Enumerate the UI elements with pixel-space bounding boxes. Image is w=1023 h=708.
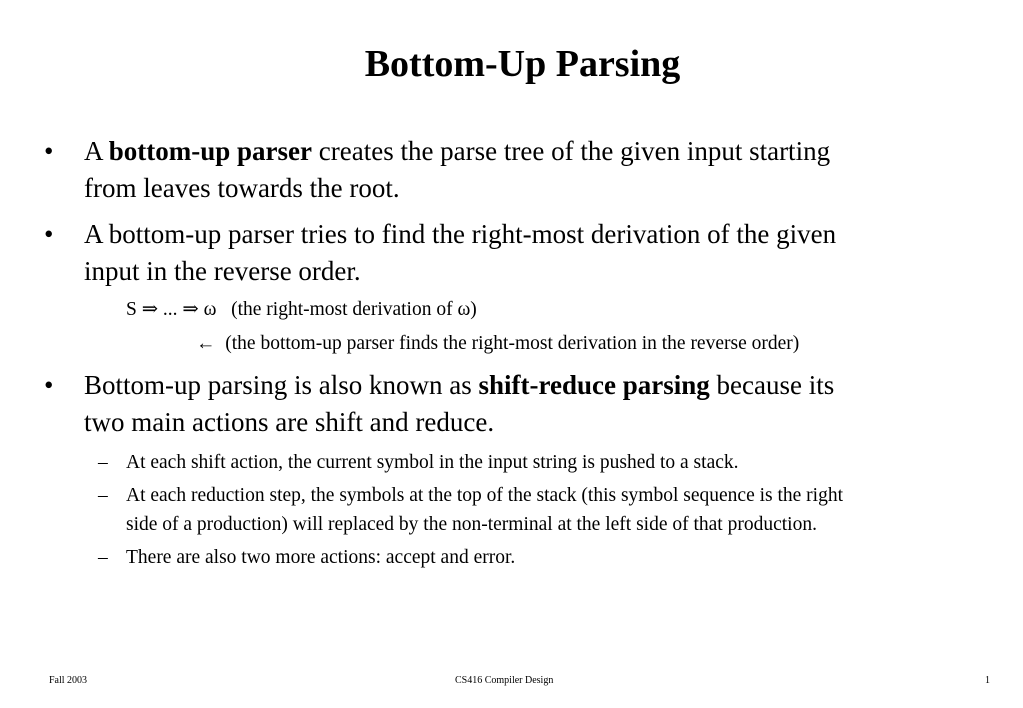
bullet-line xyxy=(84,133,984,170)
bullet-item-shift-reduce xyxy=(44,367,984,441)
footer-course: CS416 Compiler Design xyxy=(455,675,554,686)
footer-page-number: 1 xyxy=(985,675,990,686)
sub-item-accept-error xyxy=(98,543,1006,572)
dash-marker: – xyxy=(98,485,108,506)
sub-item-line: At each reduction step, the symbols at the top of the stack (this symbol sequence is the right xyxy=(126,485,844,506)
slide-title: Bottom-Up Parsing xyxy=(364,43,681,85)
bullet-line xyxy=(84,367,984,404)
dash-marker: – xyxy=(98,547,108,568)
bullet-text: because its xyxy=(709,370,835,400)
sub-item-line: There are also two more actions: accept and error. xyxy=(126,547,516,568)
bullet-text: Bottom-up parsing is also known as xyxy=(84,370,479,400)
bullet-line: A bottom-up parser tries to find the right-most derivation of the given xyxy=(84,219,837,249)
bullet-line: input in the reverse order. xyxy=(84,256,361,286)
sub-item-reduction-step xyxy=(98,481,1006,539)
sub-item-line: At each shift action, the current symbol in the input string is pushed to a stack. xyxy=(126,452,739,473)
bold-term: shift-reduce parsing xyxy=(478,370,710,400)
bullet-text: creates the parse tree of the given input starting xyxy=(312,136,831,166)
sub-item-line: side of a production) will replaced by the non-terminal at the left side of that production. xyxy=(126,514,817,535)
dash-marker: – xyxy=(98,452,108,473)
bullet-line: from leaves towards the root. xyxy=(84,173,400,203)
reverse-derivation-line: ← (the bottom-up parser finds the right-most derivation in the reverse order) xyxy=(196,333,800,354)
bold-term: bottom-up parser xyxy=(108,136,313,166)
derivation-line: S ⇒ ... ⇒ ω (the right-most derivation of ω) xyxy=(126,299,477,320)
bullet-item-right-most-derivation xyxy=(44,216,984,290)
bullet-text: A xyxy=(84,136,109,166)
bullet-marker: • xyxy=(44,219,54,249)
bullet-item-bottom-up-parser xyxy=(44,133,984,207)
sub-item-shift-action xyxy=(98,448,1006,477)
bullet-marker: • xyxy=(44,370,54,400)
bullet-marker: • xyxy=(44,136,54,166)
bullet-line: two main actions are shift and reduce. xyxy=(84,407,495,437)
footer-date: Fall 2003 xyxy=(49,675,88,686)
